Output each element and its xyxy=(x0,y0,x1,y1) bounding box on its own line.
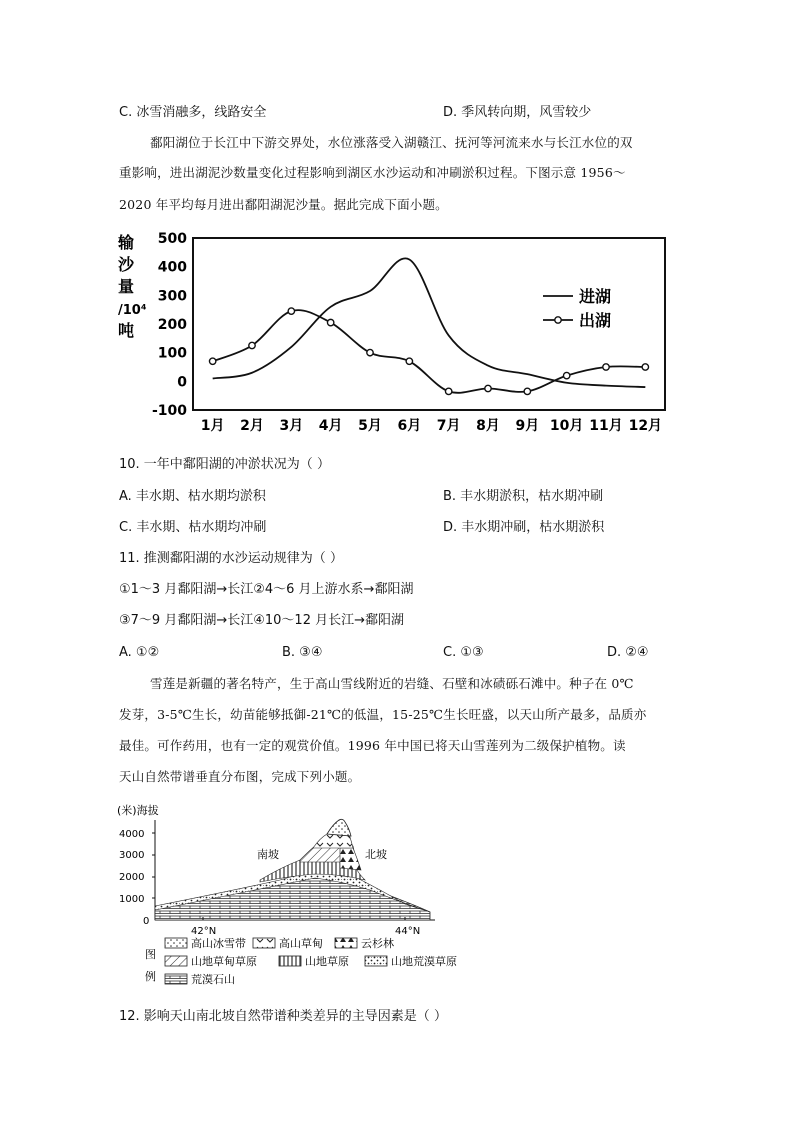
legend-label-snow: 高山冰雪带 xyxy=(191,937,246,950)
y-tick-label: 100 xyxy=(157,345,187,362)
south-slope-label: 南坡 xyxy=(257,848,279,861)
y-tick-label: 400 xyxy=(157,259,187,276)
x-tick-label: 7月 xyxy=(436,418,461,434)
legend-label-steppe: 山地草原 xyxy=(305,955,349,968)
q12-stem: 12. 影响天山南北坡自然带谱种类差异的主导因素是（ ） xyxy=(119,1009,447,1024)
zone-snow xyxy=(327,819,351,836)
legend-label: 进湖 xyxy=(579,287,612,306)
legend-marker xyxy=(555,317,561,323)
zone-alpine-meadow xyxy=(313,834,353,848)
mountain-legend xyxy=(145,936,457,986)
tianshan-zonation-figure xyxy=(115,800,495,995)
x-tick-label: 2月 xyxy=(240,418,264,434)
chart-legend xyxy=(543,287,611,330)
x-tick-label: 10月 xyxy=(549,418,584,434)
legend-swatch-desert-rock xyxy=(165,974,187,984)
x-tick-label: 12月 xyxy=(628,418,663,434)
y-label-char: /10⁴ xyxy=(118,303,147,318)
legend-swatch-steppe xyxy=(279,956,301,966)
mountain-ytick: 1000 xyxy=(119,894,145,905)
y-tick-label: 0 xyxy=(177,374,187,391)
x-tick-label: 3月 xyxy=(279,418,304,434)
q11-stem: 11. 推测鄱阳湖的水沙运动规律为（ ） xyxy=(119,551,343,566)
x-label-42n: 42°N xyxy=(191,926,217,937)
x-tick-label: 4月 xyxy=(318,418,343,434)
legend-swatch-spruce xyxy=(335,938,357,948)
x-tick-label: 8月 xyxy=(476,418,500,434)
x-tick-label: 1月 xyxy=(200,418,225,434)
tianshan-zonation-svg xyxy=(115,800,495,995)
passage1-line-3: 2020 年平均每月进出鄱阳湖泥沙量。据此完成下面小题。 xyxy=(119,197,448,212)
outflow-point xyxy=(209,358,215,364)
outflow-point xyxy=(445,388,451,394)
outflow-point xyxy=(524,388,530,394)
mountain-ytick: 3000 xyxy=(119,850,145,861)
legend-swatch-alpine-meadow xyxy=(253,938,275,948)
legend-title-1: 图 xyxy=(145,948,156,961)
mountain-ytick: 0 xyxy=(143,916,150,927)
x-tick-label: 9月 xyxy=(515,418,540,434)
q10-option-d: D. 丰水期冲刷，枯水期淤积 xyxy=(443,520,605,535)
q10-option-b: B. 丰水期淤积，枯水期冲刷 xyxy=(443,489,604,504)
legend-label: 出湖 xyxy=(579,311,612,330)
outflow-point xyxy=(327,319,333,325)
passage2-line-4: 天山自然带谱垂直分布图，完成下列小题。 xyxy=(119,769,361,784)
mountain-profile xyxy=(155,819,430,920)
zone-spruce xyxy=(340,848,361,870)
q11-option-a: A. ①② xyxy=(119,645,160,660)
q11-option-d: D. ②④ xyxy=(607,645,649,660)
q11-statement-2: ③7～9 月鄱阳湖→长江④10～12 月长江→鄱阳湖 xyxy=(119,613,404,628)
q10-option-c: C. 丰水期、枯水期均冲刷 xyxy=(119,520,267,535)
outflow-point xyxy=(367,349,373,355)
sediment-chart xyxy=(115,228,675,443)
q11-option-b: B. ③④ xyxy=(282,645,323,660)
y-label-char: 量 xyxy=(118,277,135,296)
legend-swatch-steppe-meadow xyxy=(165,956,187,966)
y-label-char: 吨 xyxy=(118,321,135,340)
mountain-ytick: 2000 xyxy=(119,872,145,883)
legend-label-steppe-meadow: 山地草甸草原 xyxy=(191,955,257,968)
q10-option-a: A. 丰水期、枯水期均淤积 xyxy=(119,489,266,504)
legend-label-desert-steppe: 山地荒漠草原 xyxy=(391,955,457,968)
outflow-point xyxy=(603,364,609,370)
outflow-point xyxy=(563,372,569,378)
y-label-char: 沙 xyxy=(118,255,135,274)
mountain-ytick: 4000 xyxy=(119,829,145,840)
y-tick-label: 300 xyxy=(157,288,187,305)
sediment-chart-svg xyxy=(115,228,675,443)
y-tick-label: 200 xyxy=(157,317,187,333)
x-tick-label: 11月 xyxy=(589,418,623,434)
q11-option-c: C. ①③ xyxy=(443,645,484,660)
outflow-point xyxy=(642,364,648,370)
q10-stem: 10. 一年中鄱阳湖的冲淤状况为（ ） xyxy=(119,457,330,472)
q11-statement-1: ①1～3 月鄱阳湖→长江②4～6 月上游水系→鄱阳湖 xyxy=(119,582,414,597)
legend-swatch-snow xyxy=(165,938,187,948)
y-tick-label: 500 xyxy=(157,231,187,247)
y-label-char: 输 xyxy=(118,233,135,252)
mountain-y-label: (米)海拔 xyxy=(117,804,159,817)
legend-label-spruce: 云杉林 xyxy=(361,937,394,950)
x-tick-label: 5月 xyxy=(358,418,382,434)
q9-option-d: D. 季风转向期，风雪较少 xyxy=(443,105,592,120)
legend-label-desert-rock: 荒漠石山 xyxy=(191,973,235,986)
outflow-point xyxy=(288,308,294,314)
outflow-point xyxy=(406,358,412,364)
passage2-line-1: 雪莲是新疆的著名特产，生于高山雪线附近的岩缝、石壁和冰碛砾石滩中。种子在 0℃ xyxy=(150,676,634,691)
x-axis-ticks xyxy=(201,418,662,434)
x-tick-label: 6月 xyxy=(397,418,422,434)
north-slope-label: 北坡 xyxy=(365,848,387,861)
legend-swatch-desert-steppe xyxy=(365,956,387,966)
legend-label-alpine-meadow: 高山草甸 xyxy=(279,937,323,950)
y-tick-label: -100 xyxy=(151,403,187,419)
y-axis-ticks xyxy=(152,231,187,419)
mountain-y-ticks xyxy=(119,829,155,927)
q9-option-c: C. 冰雪消融多，线路安全 xyxy=(119,105,267,120)
x-label-44n: 44°N xyxy=(395,926,421,937)
passage2-line-3: 最佳。可作药用，也有一定的观赏价值。1996 年中国已将天山雪莲列为二级保护植物。读 xyxy=(119,738,626,753)
y-axis-label xyxy=(117,233,147,340)
passage1-line-1: 鄱阳湖位于长江中下游交界处，水位涨落受入湖赣江、抚河等河流来水与长江水位的双 xyxy=(150,135,633,150)
passage2-line-2: 发芽，3-5℃生长，幼苗能够抵御-21℃的低温，15-25℃生长旺盛，以天山所产最多，品质亦 xyxy=(119,707,647,722)
outflow-point xyxy=(249,342,255,348)
passage1-line-2: 重影响，进出湖泥沙数量变化过程影响到湖区水沙运动和冲刷淤积过程。下图示意 1956～ xyxy=(119,165,626,180)
outflow-point xyxy=(485,385,491,391)
legend-title-2: 例 xyxy=(145,970,156,983)
